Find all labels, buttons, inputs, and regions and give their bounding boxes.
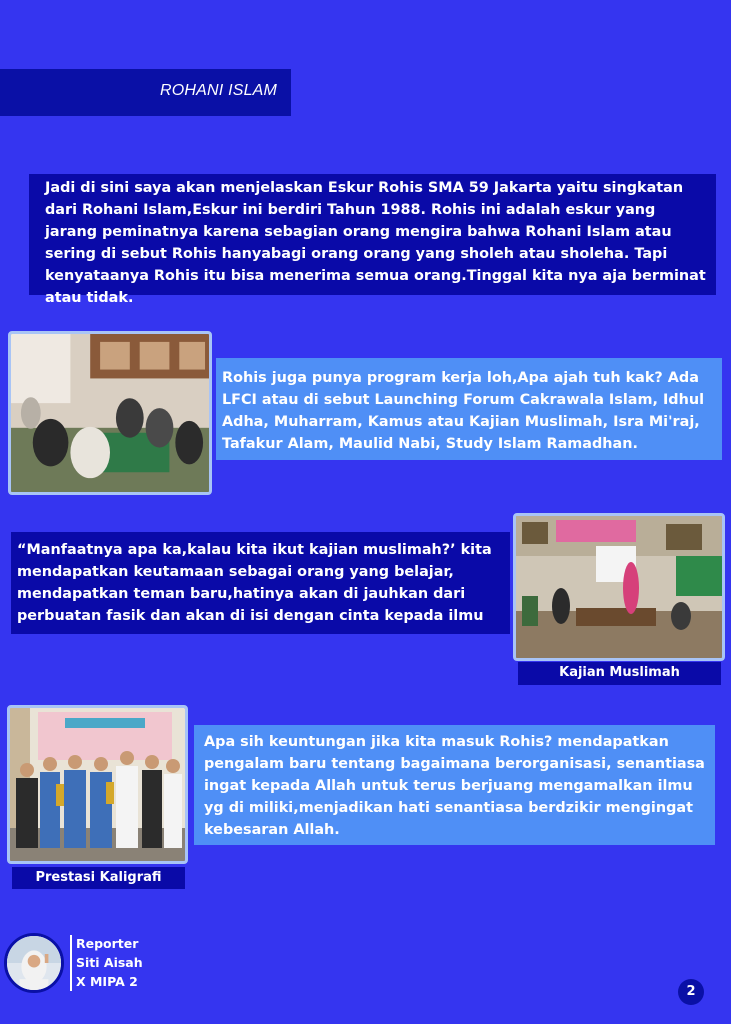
kajian-paragraph: “Manfaatnya apa ka,kalau kita ikut kajian muslimah?’ kita mendapatkan keutamaan sebagai orang yang belajar, mendapatkan teman baru,hatinya akan di jauhkan dari perbuatan fasik dan akan di isi dengan cinta kepada ilmu	[11, 532, 510, 634]
reporter-info	[76, 934, 143, 991]
reporter-class: X MIPA 2	[76, 974, 138, 989]
prestasi-kaligrafi-photo	[7, 705, 188, 864]
title-bar	[0, 69, 291, 116]
reporter-name: Siti Aisah	[76, 955, 143, 970]
reporter-divider	[70, 935, 72, 991]
benefit-paragraph: Apa sih keuntungan jika kita masuk Rohis? mendapatkan pengalam baru tentang bagaimana berorganisasi, senantiasa ingat kepada Allah untuk terus berjuang mengamalkan ilmu yg di miliki,menjadikan hati senantiasa berdzikir mengingat kebesaran Allah.	[194, 725, 715, 845]
page-title: ROHANI ISLAM	[160, 82, 278, 99]
rohis-gathering-photo	[8, 331, 212, 495]
intro-paragraph: Jadi di sini saya akan menjelaskan Eskur Rohis SMA 59 Jakarta yaitu singkatan dari Rohani Islam,Eskur ini berdiri Tahun 1988. Rohis ini adalah eskur yang jarang peminatnya karena sebagian orang mengira bahwa Rohani Islam atau sering di sebut Rohis hanyabagi orang orang yang sholeh atau sholeha. Tapi kenyataanya Rohis itu bisa menerima semua orang.Tinggal kita nya aja berminat atau tidak.	[29, 174, 716, 295]
page-number-badge: 2	[678, 979, 704, 1005]
caption-kajian-muslimah: Kajian Muslimah	[518, 662, 721, 685]
kajian-muslimah-photo	[513, 513, 725, 661]
reporter-avatar	[4, 933, 64, 993]
program-paragraph: Rohis juga punya program kerja loh,Apa ajah tuh kak? Ada LFCI atau di sebut Launching Forum Cakrawala Islam, Idhul Adha, Muharram, Kamus atau Kajian Muslimah, Isra Mi'raj, Tafakur Alam, Maulid Nabi, Study Islam Ramadhan.	[216, 358, 722, 460]
reporter-label: Reporter	[76, 936, 139, 951]
caption-prestasi-kaligrafi: Prestasi Kaligrafi	[12, 867, 185, 889]
